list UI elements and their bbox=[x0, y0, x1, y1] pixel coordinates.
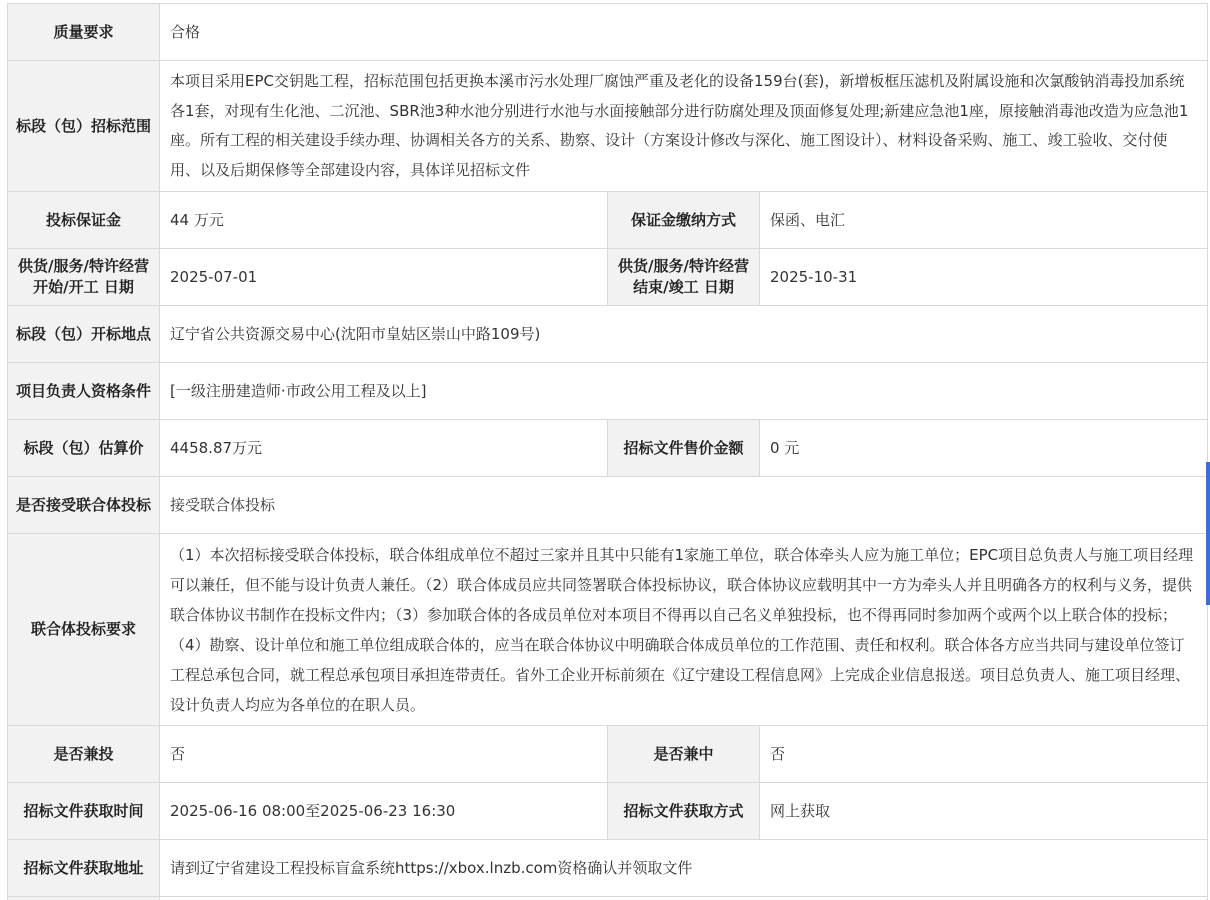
consortium-value: 接受联合体投标 bbox=[160, 477, 1208, 534]
doc-method-value: 网上获取 bbox=[760, 783, 1208, 840]
doc-price-label: 招标文件售价金额 bbox=[608, 420, 760, 477]
deposit-method-value: 保函、电汇 bbox=[760, 192, 1208, 249]
multi-bid-label: 是否兼投 bbox=[8, 726, 160, 783]
row-dates bbox=[8, 249, 1208, 306]
next-row-label bbox=[8, 897, 160, 900]
row-consortium bbox=[8, 477, 1208, 534]
next-row-value bbox=[160, 897, 1208, 900]
doc-address-value: 请到辽宁省建设工程投标盲盒系统https://xbox.lnzb.com资格确认并领取文件 bbox=[160, 840, 1208, 897]
deposit-value: 44 万元 bbox=[160, 192, 608, 249]
consortium-requirements-value: （1）本次招标接受联合体投标，联合体组成单位不超过三家并且其中只能有1家施工单位，联合体牵头人应为施工单位；EPC项目总负责人与施工项目经理可以兼任，但不能与设计负责人兼任。（2）联合体成员应共同签署联合体投标协议，联合体协议应载明其中一方为牵头人并且明确各方的权利与义务，提供联合体协议书制作在投标文件内；（3）参加联合体的各成员单位对本项目不得再以自己名义单独投标，也不得再同时参加两个或两个以上联合体的投标；（4）勘察、设计单位和施工单位组成联合体的，应当在联合体协议中明确联合体成员单位的工作范围、责任和权利。联合体各方应当共同与建设单位签订工程总承包合同，就工程总承包项目承担连带责任。省外工企业开标前须在《辽宁建设工程信息网》上完成企业信息报送。项目总负责人、施工项目经理、设计负责人均应为各单位的在职人员。 bbox=[160, 534, 1208, 726]
consortium-requirements-label: 联合体投标要求 bbox=[8, 534, 160, 726]
end-date-label: 供货/服务/特许经营结束/竣工 日期 bbox=[608, 249, 760, 306]
doc-time-label: 招标文件获取时间 bbox=[8, 783, 160, 840]
scope-label: 标段（包）招标范围 bbox=[8, 61, 160, 192]
multi-bid-value: 否 bbox=[160, 726, 608, 783]
quality-value: 合格 bbox=[160, 4, 1208, 61]
start-date-value: 2025-07-01 bbox=[160, 249, 608, 306]
estimate-value: 4458.87万元 bbox=[160, 420, 608, 477]
manager-qualification-value: [一级注册建造师·市政公用工程及以上] bbox=[160, 363, 1208, 420]
row-deposit bbox=[8, 192, 1208, 249]
start-date-label: 供货/服务/特许经营开始/开工 日期 bbox=[8, 249, 160, 306]
row-quality bbox=[8, 4, 1208, 61]
consortium-label: 是否接受联合体投标 bbox=[8, 477, 160, 534]
doc-time-value: 2025-06-16 08:00至2025-06-23 16:30 bbox=[160, 783, 608, 840]
doc-method-label: 招标文件获取方式 bbox=[608, 783, 760, 840]
opening-location-value: 辽宁省公共资源交易中心(沈阳市皇姑区崇山中路109号) bbox=[160, 306, 1208, 363]
row-manager bbox=[8, 363, 1208, 420]
tender-info-table bbox=[7, 3, 1208, 900]
row-location bbox=[8, 306, 1208, 363]
row-estimate bbox=[8, 420, 1208, 477]
manager-qualification-label: 项目负责人资格条件 bbox=[8, 363, 160, 420]
row-scope bbox=[8, 61, 1208, 192]
scope-value: 本项目采用EPC交钥匙工程，招标范围包括更换本溪市污水处理厂腐蚀严重及老化的设备159台(套)，新增板框压滤机及附属设施和次氯酸钠消毒投加系统各1套，对现有生化池、二沉池、SBR池3种水池分别进行水池与水面接触部分进行防腐处理及顶面修复处理;新建应急池1座，原接触消毒池改造为应急池1座。所有工程的相关建设手续办理、协调相关各方的关系、勘察、设计（方案设计修改与深化、施工图设计）、材料设备采购、施工、竣工验收、交付使用、以及后期保修等全部建设内容，具体详见招标文件 bbox=[160, 61, 1208, 192]
opening-location-label: 标段（包）开标地点 bbox=[8, 306, 160, 363]
deposit-label: 投标保证金 bbox=[8, 192, 160, 249]
row-doc-address bbox=[8, 840, 1208, 897]
row-consortium-requirements bbox=[8, 534, 1208, 726]
multi-win-label: 是否兼中 bbox=[608, 726, 760, 783]
estimate-label: 标段（包）估算价 bbox=[8, 420, 160, 477]
row-next-partial bbox=[8, 897, 1208, 900]
doc-address-label: 招标文件获取地址 bbox=[8, 840, 160, 897]
deposit-method-label: 保证金缴纳方式 bbox=[608, 192, 760, 249]
end-date-value: 2025-10-31 bbox=[760, 249, 1208, 306]
row-doc-time bbox=[8, 783, 1208, 840]
quality-label: 质量要求 bbox=[8, 4, 160, 61]
row-multi-bid bbox=[8, 726, 1208, 783]
doc-price-value: 0 元 bbox=[760, 420, 1208, 477]
scroll-indicator[interactable] bbox=[1206, 462, 1210, 605]
multi-win-value: 否 bbox=[760, 726, 1208, 783]
